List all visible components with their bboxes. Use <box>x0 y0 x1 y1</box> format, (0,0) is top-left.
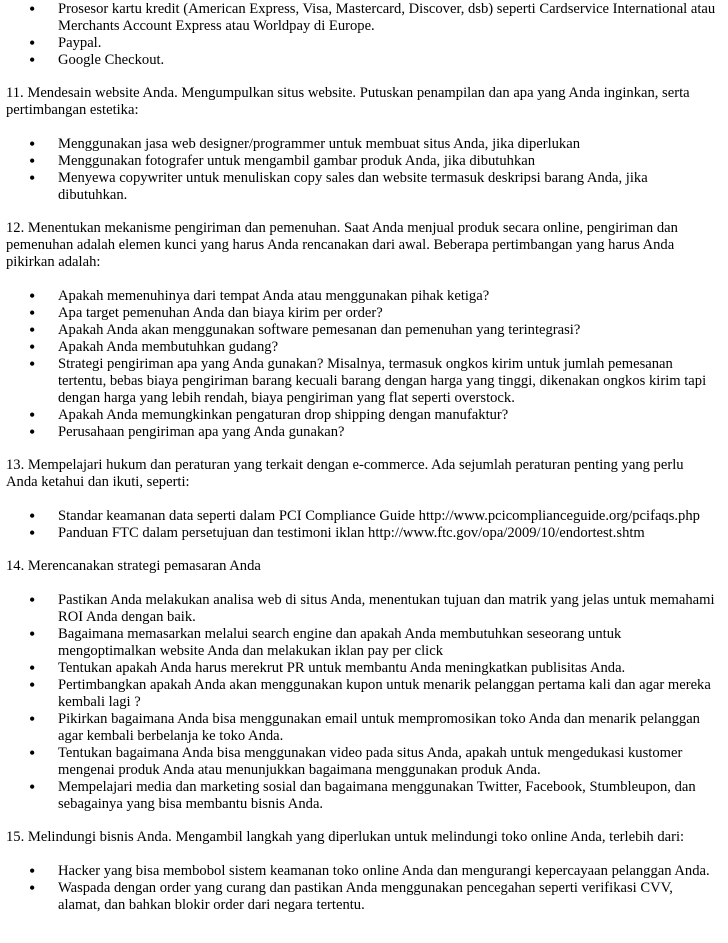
section-11-paragraph: 11. Mendesain website Anda. Mengumpulkan situs website. Putuskan penampilan dan apa yang Anda inginkan, serta pertimbangan estetika: <box>6 85 690 118</box>
section-15-paragraph: 15. Melindungi bisnis Anda. Mengambil langkah yang diperlukan untuk melindungi toko online Anda, terlebih dari: <box>6 829 685 845</box>
list-item: • Paypal. <box>58 35 716 52</box>
list-item: • Hacker yang bisa membobol sistem keamanan toko online Anda dan mengurangi kepercayaan pelanggan Anda. <box>58 863 716 880</box>
section-12-paragraph: 12. Menentukan mekanisme pengiriman dan pemenuhan. Saat Anda menjual produk secara online, pengiriman dan pemenuhan adalah elemen kunci yang harus Anda rencanakan dari awal. Beberapa pertimbangan yang harus Anda pikirkan adalah: <box>6 220 678 270</box>
list-item: • Prosesor kartu kredit (American Express, Visa, Mastercard, Discover, dsb) seperti Cardservice International atau Merchants Account Express atau Worldpay di Europe. <box>58 1 716 35</box>
list-item: • Apakah memenuhinya dari tempat Anda atau menggunakan pihak ketiga? <box>58 288 716 305</box>
list-item: • Pertimbangkan apakah Anda akan menggunakan kupon untuk menarik pelanggan pertama kali dan agar mereka kembali lagi ? <box>58 677 716 711</box>
list-item: • Strategi pengiriman apa yang Anda gunakan? Misalnya, termasuk ongkos kirim untuk jumlah pemesanan tertentu, bebas biaya pengiriman barang kecuali barang dengan harga yang tinggi, dikenakan ongkos kirim tapi dengan harga yang lebih rendah, biaya pengiriman yang flat seperti overstock. <box>58 356 716 407</box>
list-item: • Tentukan apakah Anda harus merekrut PR untuk membantu Anda meningkatkan publisitas Anda. <box>58 660 716 677</box>
section-12-list <box>6 288 716 441</box>
section-14-paragraph: 14. Merencanakan strategi pemasaran Anda <box>6 558 261 574</box>
list-item: • Menggunakan fotografer untuk mengambil gambar produk Anda, jika dibutuhkan <box>58 153 716 170</box>
list-item: • Google Checkout. <box>58 52 716 69</box>
section-11-list <box>6 136 716 204</box>
payment-processor-list <box>6 1 716 69</box>
section-15-list <box>6 863 716 914</box>
list-item: • Bagaimana memasarkan melalui search engine dan apakah Anda membutuhkan seseorang untuk mengoptimalkan website Anda dan melakukan iklan pay per click <box>58 626 716 660</box>
list-item: • Waspada dengan order yang curang dan pastikan Anda menggunakan pencegahan seperti verifikasi CVV, alamat, dan bahkan blokir order dari negara tertentu. <box>58 880 716 914</box>
list-item: • Apakah Anda membutuhkan gudang? <box>58 339 716 356</box>
list-item: • Tentukan bagaimana Anda bisa menggunakan video pada situs Anda, apakah untuk mengedukasi kustomer mengenai produk Anda atau menunjukkan bagaimana menggunakan produk Anda. <box>58 745 716 779</box>
list-item: • Pastikan Anda melakukan analisa web di situs Anda, menentukan tujuan dan matrik yang jelas untuk memahami ROI Anda dengan baik. <box>58 592 716 626</box>
list-item: • Mempelajari media dan marketing sosial dan bagaimana menggunakan Twitter, Facebook, Stumbleupon, dan sebagainya yang bisa membantu bisnis Anda. <box>58 779 716 813</box>
list-item: • Standar keamanan data seperti dalam PCI Compliance Guide http://www.pcicomplianceguide.org/pcifaqs.php <box>58 508 716 525</box>
list-item: • Apakah Anda akan menggunakan software pemesanan dan pemenuhan yang terintegrasi? <box>58 322 716 339</box>
section-14-list <box>6 592 716 813</box>
section-13-list <box>6 508 716 542</box>
list-item: • Apa target pemenuhan Anda dan biaya kirim per order? <box>58 305 716 322</box>
list-item: • Panduan FTC dalam persetujuan dan testimoni iklan http://www.ftc.gov/opa/2009/10/endortest.shtm <box>58 525 716 542</box>
list-item: • Menyewa copywriter untuk menuliskan copy sales dan website termasuk deskripsi barang Anda, jika dibutuhkan. <box>58 170 716 204</box>
section-13-paragraph: 13. Mempelajari hukum dan peraturan yang terkait dengan e-commerce. Ada sejumlah peraturan penting yang perlu Anda ketahui dan ikuti, seperti: <box>6 457 684 490</box>
list-item: • Perusahaan pengiriman apa yang Anda gunakan? <box>58 424 716 441</box>
list-item: • Pikirkan bagaimana Anda bisa menggunakan email untuk mempromosikan toko Anda dan menarik pelanggan agar kembali berbelanja ke toko Anda. <box>58 711 716 745</box>
list-item: • Apakah Anda memungkinkan pengaturan drop shipping dengan manufaktur? <box>58 407 716 424</box>
list-item: • Menggunakan jasa web designer/programmer untuk membuat situs Anda, jika diperlukan <box>58 136 716 153</box>
